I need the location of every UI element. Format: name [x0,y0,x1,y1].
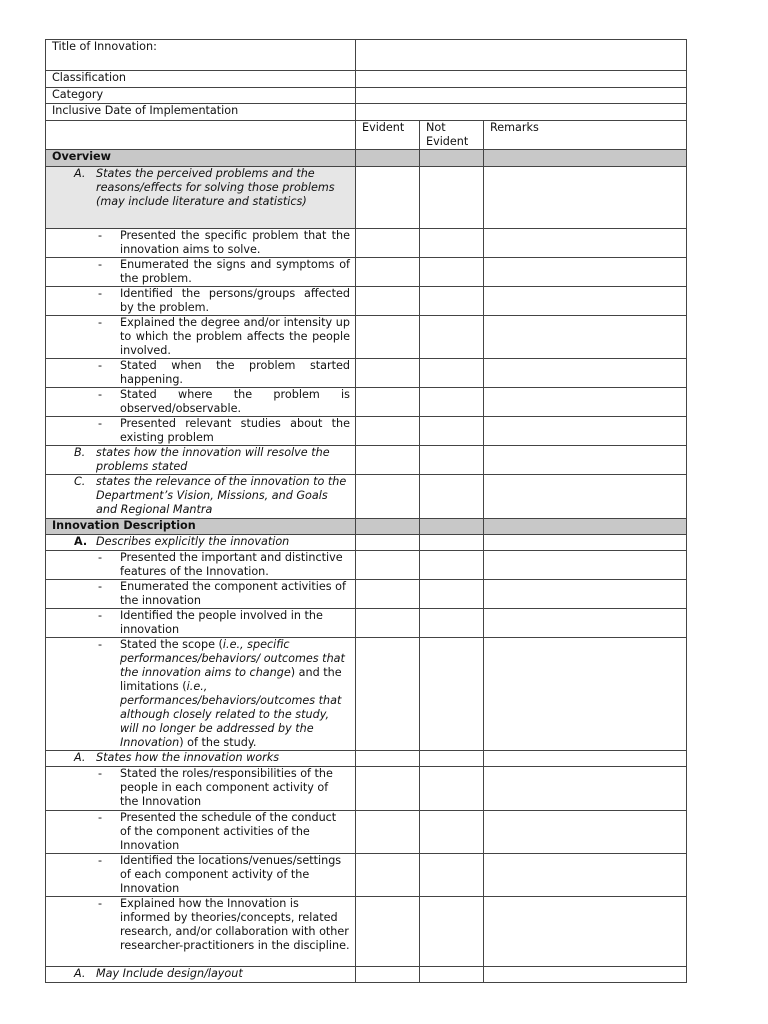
item-a-marker: A. [74,535,88,548]
evident-cell[interactable] [356,475,420,519]
overview-section-row [46,150,687,167]
evident-cell[interactable] [356,967,420,983]
evident-cell[interactable] [356,316,420,359]
table-row [46,811,687,854]
evident-cell[interactable] [356,258,420,287]
not-evident-cell[interactable] [420,751,484,767]
not-evident-cell[interactable] [420,229,484,258]
remarks-cell[interactable] [484,258,687,287]
column-header-row [46,121,687,150]
not-evident-line2: Evident [426,135,469,148]
evident-cell[interactable] [356,359,420,388]
overview-item-a-row [46,167,687,229]
table-row [46,854,687,897]
table-row [46,767,687,811]
remarks-column-header: Remarks [484,121,687,150]
works-item-text: States how the innovation works [96,751,280,764]
item-b-text: states how the innovation will resolve the problems stated [96,446,330,473]
remarks-cell[interactable] [484,167,687,229]
title-value-cell[interactable] [356,40,687,71]
remarks-cell[interactable] [484,580,687,609]
bullet-dash: - [98,551,103,564]
remarks-cell[interactable] [484,388,687,417]
item-c-marker: C. [74,475,86,488]
scope-end-text: ) of the study. [179,736,257,749]
criterion-text: Identified the locations/venues/settings of each component activity of the Innovation [120,854,342,895]
item-c-text: states the relevance of the innovation to the Department’s Vision, Missions, and Goals and Regional Mantra [96,475,347,516]
not-evident-cell[interactable] [420,551,484,580]
not-evident-cell[interactable] [420,854,484,897]
header-blank-cell [46,121,356,150]
evaluation-form-table [45,39,687,983]
not-evident-cell[interactable] [420,287,484,316]
criterion-text: Presented the schedule of the conduct of the component activities of the Innovation [120,811,337,852]
date-value-cell[interactable] [356,104,687,121]
bullet-dash: - [98,258,103,271]
criterion-text: Stated when the problem started happening. [120,359,350,386]
not-evident-cell[interactable] [420,580,484,609]
evident-cell[interactable] [356,751,420,767]
title-label: Title of Innovation: [46,40,356,71]
category-value-cell[interactable] [356,88,687,104]
table-row [46,316,687,359]
date-label: Inclusive Date of Implementation [46,104,356,121]
criterion-text: Presented the specific problem that the innovation aims to solve. [120,229,350,256]
evident-cell[interactable] [356,167,420,229]
evident-cell[interactable] [356,580,420,609]
item-a-marker: A. [74,167,86,180]
classification-value-cell[interactable] [356,71,687,88]
scope-criterion-text [120,638,350,750]
evident-cell[interactable] [356,897,420,967]
design-item-row [46,967,687,983]
evident-cell[interactable] [356,388,420,417]
innovation-description-heading: Innovation Description [46,519,356,535]
limitations-example-text: i.e., performances/behaviors/outcomes that although closely related to the study, will no longer be addressed by the Innovation [120,680,342,749]
remarks-cell[interactable] [484,767,687,811]
table-row [46,417,687,446]
criterion-text: Enumerated the component activities of the innovation [120,580,346,607]
works-item-marker: A. [74,751,86,764]
title-row [46,40,687,71]
remarks-cell[interactable] [484,417,687,446]
remarks-cell[interactable] [484,446,687,475]
bullet-dash: - [98,316,103,329]
not-evident-cell[interactable] [420,609,484,638]
criterion-text: Presented the important and distinctive features of the Innovation. [120,551,343,578]
not-evident-cell[interactable] [420,638,484,751]
remarks-cell[interactable] [484,229,687,258]
overview-item-c-row [46,475,687,519]
design-item-text: May Include design/layout [96,967,243,980]
not-evident-cell[interactable] [420,535,484,551]
criterion-text: Identified the people involved in the innovation [120,609,323,636]
not-evident-cell[interactable] [420,258,484,287]
not-evident-line1: Not [426,121,446,134]
scope-example-text: i.e., specific performances/behaviors/ outcomes that the innovation aims to change [120,638,345,679]
bullet-dash: - [98,609,103,622]
remarks-cell[interactable] [484,811,687,854]
bullet-dash: - [98,767,103,780]
remarks-cell[interactable] [484,287,687,316]
classification-label: Classification [46,71,356,88]
evident-column-header: Evident [356,121,420,150]
date-row [46,104,687,121]
evident-cell[interactable] [356,854,420,897]
evident-cell[interactable] [356,638,420,751]
design-item-marker: A. [74,967,86,980]
not-evident-cell[interactable] [420,446,484,475]
not-evident-cell[interactable] [420,417,484,446]
not-evident-cell[interactable] [420,767,484,811]
innovation-description-section-row [46,519,687,535]
item-b-marker: B. [74,446,86,459]
bullet-dash: - [98,854,103,867]
criterion-text: Explained the degree and/or intensity up to which the problem affects the people involved. [120,316,350,357]
evident-cell[interactable] [356,446,420,475]
not-evident-cell[interactable] [420,811,484,854]
table-row [46,580,687,609]
bullet-dash: - [98,359,103,372]
not-evident-column-header [420,121,484,150]
criterion-text: Presented relevant studies about the existing problem [120,417,350,444]
remarks-cell[interactable] [484,751,687,767]
remarks-cell[interactable] [484,897,687,967]
table-row [46,551,687,580]
overview-item-a [46,167,356,229]
table-row [46,638,687,751]
item-a-text: Describes explicitly the innovation [96,535,290,548]
remarks-cell[interactable] [484,316,687,359]
overview-item-b-row [46,446,687,475]
bullet-dash: - [98,897,103,910]
criterion-text: Stated where the problem is observed/observable. [120,388,350,415]
scope-text: Stated the scope ( [120,638,223,651]
table-row [46,287,687,316]
remarks-cell[interactable] [484,551,687,580]
remarks-cell[interactable] [484,475,687,519]
bullet-dash: - [98,811,103,824]
table-row [46,359,687,388]
not-evident-cell[interactable] [420,359,484,388]
works-item-row [46,751,687,767]
bullet-dash: - [98,388,103,401]
bullet-dash: - [98,638,103,651]
criterion-text: Enumerated the signs and symptoms of the problem. [120,258,350,285]
evident-cell[interactable] [356,535,420,551]
evident-cell[interactable] [356,229,420,258]
not-evident-cell[interactable] [420,475,484,519]
description-item-a-row [46,535,687,551]
remarks-cell[interactable] [484,854,687,897]
evident-cell[interactable] [356,767,420,811]
criterion-text: Explained how the Innovation is informed by theories/concepts, related research, and/or collaboration with other researcher-practitioners in the discipline. [120,897,350,952]
bullet-dash: - [98,287,103,300]
not-evident-cell[interactable] [420,388,484,417]
limitations-text: ) and the limitations ( [120,666,342,693]
table-row [46,258,687,287]
table-row [46,609,687,638]
category-label: Category [46,88,356,104]
evident-cell[interactable] [356,609,420,638]
bullet-dash: - [98,229,103,242]
classification-row [46,71,687,88]
remarks-cell[interactable] [484,638,687,751]
table-row [46,388,687,417]
overview-heading: Overview [46,150,356,167]
table-row [46,897,687,967]
remarks-cell[interactable] [484,535,687,551]
item-a-text: States the perceived problems and the reasons/effects for solving those problems (may include literature and statistics) [96,167,335,208]
category-row [46,88,687,104]
remarks-cell[interactable] [484,609,687,638]
remarks-cell[interactable] [484,359,687,388]
bullet-dash: - [98,580,103,593]
not-evident-cell[interactable] [420,316,484,359]
criterion-text: Identified the persons/groups affected by the problem. [120,287,350,314]
not-evident-cell[interactable] [420,167,484,229]
evident-cell[interactable] [356,417,420,446]
not-evident-cell[interactable] [420,897,484,967]
evident-cell[interactable] [356,287,420,316]
not-evident-cell[interactable] [420,967,484,983]
table-row [46,229,687,258]
evident-cell[interactable] [356,811,420,854]
evident-cell[interactable] [356,551,420,580]
bullet-dash: - [98,417,103,430]
criterion-text: Stated the roles/responsibilities of the people in each component activity of the Innovation [120,767,333,808]
remarks-cell[interactable] [484,967,687,983]
